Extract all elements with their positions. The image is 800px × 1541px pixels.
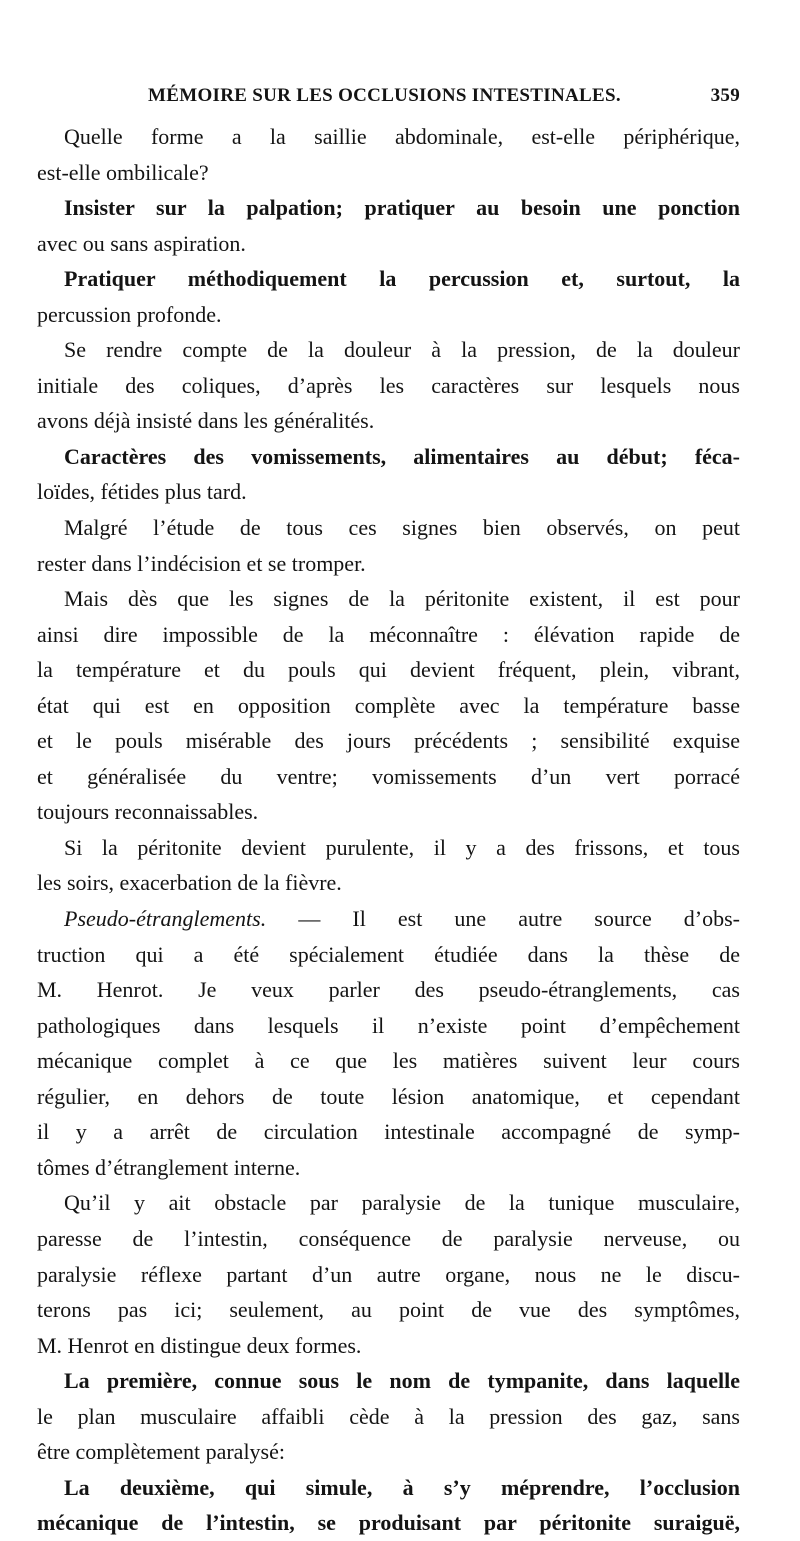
text-line: La deuxième, qui simule, à s’y méprendre, l’occlusion	[64, 1474, 740, 1500]
text-line: ainsi dire impossible de la méconnaître : élévation rapide de	[37, 621, 740, 647]
text-line: Insister sur la palpation; pratiquer au besoin une ponction	[64, 195, 740, 221]
text-line: Caractères des vomissements, alimentaires au début; féca-	[64, 443, 740, 469]
text-line: il y a arrêt de circulation intestinale accompagné de symp-	[37, 1119, 740, 1145]
text-line: paresse de l’intestin, conséquence de paralysie nerveuse, ou	[37, 1225, 740, 1251]
text-line: état qui est en opposition complète avec la température basse	[37, 692, 740, 718]
text-line: percussion profonde.	[37, 301, 222, 327]
text-line: toujours reconnaissables.	[37, 799, 259, 825]
text-line: avons déjà insisté dans les généralités.	[37, 408, 375, 434]
section-heading: Pseudo-étranglements.	[64, 906, 267, 932]
running-head	[148, 85, 740, 115]
text-line: mécanique complet à ce que les matières suivent leur cours	[37, 1048, 740, 1074]
text-line: paralysie réflexe partant d’un autre organe, nous ne le discu-	[37, 1261, 740, 1287]
text-line: mécanique de l’intestin, se produisant par péritonite suraiguë,	[37, 1510, 740, 1536]
text-line: Pratiquer méthodiquement la percussion et, surtout, la	[64, 266, 740, 292]
text-line: Quelle forme a la saillie abdominale, est-elle périphérique,	[64, 124, 740, 149]
text-line: Mais dès que les signes de la péritonite existent, il est pour	[64, 586, 740, 612]
text-line: les soirs, exacerbation de la fièvre.	[37, 870, 342, 896]
text-line: le plan musculaire affaibli cède à la pression des gaz, sans	[37, 1403, 740, 1429]
text-line: initiale des coliques, d’après les caractères sur lesquels nous	[37, 372, 740, 398]
text-line: Si la péritonite devient purulente, il y a des frissons, et tous	[64, 834, 740, 860]
text-line: rester dans l’indécision et se tromper.	[37, 550, 366, 576]
text-line: Malgré l’étude de tous ces signes bien observés, on peut	[64, 515, 740, 541]
text-line-section-start	[37, 901, 740, 937]
text-line: et généralisée du ventre; vomissements d’un vert porracé	[37, 763, 740, 789]
text-line-continuation: — Il est une autre source d’obs-	[298, 906, 740, 932]
text-line: et le pouls misérable des jours précédents ; sensibilité exquise	[37, 728, 740, 754]
text-line: Qu’il y ait obstacle par paralysie de la tunique musculaire,	[64, 1190, 740, 1216]
running-title: MÉMOIRE SUR LES OCCLUSIONS INTESTINALES.	[148, 85, 621, 106]
text-line: avec ou sans aspiration.	[37, 230, 246, 256]
text-line: Se rendre compte de la douleur à la pression, de la douleur	[64, 337, 740, 363]
text-line: tômes d’étranglement interne.	[37, 1154, 301, 1180]
text-line: M. Henrot. Je veux parler des pseudo-étranglements, cas	[37, 977, 740, 1003]
text-line: La première, connue sous le nom de tympanite, dans laquelle	[64, 1368, 740, 1394]
text-line: être complètement paralysé:	[37, 1439, 285, 1465]
body-text	[37, 119, 740, 1541]
text-line: pathologiques dans lesquels il n’existe point d’empêchement	[37, 1012, 740, 1038]
page-number: 359	[710, 85, 740, 106]
text-line: régulier, en dehors de toute lésion anatomique, et cependant	[37, 1083, 740, 1109]
text-line: la température et du pouls qui devient fréquent, plein, vibrant,	[37, 657, 740, 683]
text-line: est-elle ombilicale?	[37, 159, 209, 185]
text-line: terons pas ici; seulement, au point de vue des symptômes,	[37, 1297, 740, 1323]
text-line: loïdes, fétides plus tard.	[37, 479, 247, 505]
text-line: M. Henrot en distingue deux formes.	[37, 1332, 362, 1358]
text-line: truction qui a été spécialement étudiée dans la thèse de	[37, 941, 740, 967]
